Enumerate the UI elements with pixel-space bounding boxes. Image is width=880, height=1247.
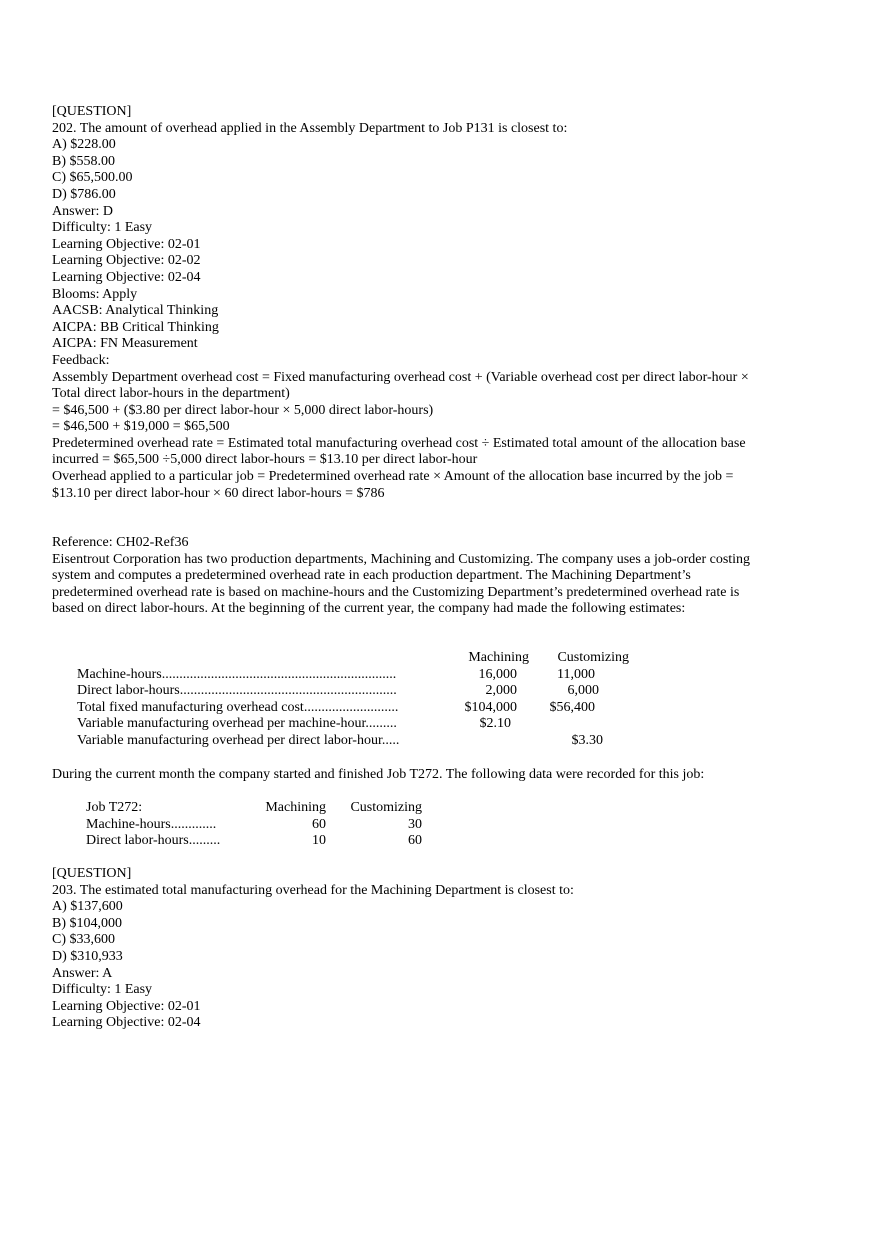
table-row	[77, 716, 629, 733]
option-a: A) $228.00	[52, 137, 116, 153]
table-cell	[529, 716, 629, 733]
table-cell: 6,000	[567, 683, 599, 699]
table-header-cell	[77, 650, 437, 667]
job-table	[86, 800, 422, 850]
estimates-table	[77, 650, 629, 750]
learning-objective: Learning Objective: 02-01	[52, 998, 201, 1014]
table-cell: Direct labor-hours.........	[86, 833, 221, 849]
option-a: A) $137,600	[52, 899, 123, 915]
learning-objective: Learning Objective: 02-04	[52, 1015, 201, 1031]
table-cell: 16,000	[478, 666, 517, 682]
job-intro: During the current month the company started and finished Job T272. The following data were recorded for this job:	[52, 767, 705, 782]
question-202	[52, 104, 762, 502]
question-text: 203. The estimated total manufacturing overhead for the Machining Department is closest to:	[52, 882, 574, 898]
question-203	[52, 866, 762, 1032]
option-c: C) $33,600	[52, 932, 115, 948]
job-intro-block	[52, 767, 762, 784]
table-header-cell: Machining	[265, 800, 326, 815]
table-cell: 60	[312, 816, 326, 832]
table-cell	[437, 733, 529, 750]
table-cell: 30	[408, 816, 422, 832]
table-cell: Machine-hours.............	[86, 816, 217, 832]
table-cell: $3.30	[571, 732, 603, 748]
table-header-cell: Job T272:	[86, 800, 143, 815]
table-row	[77, 667, 629, 684]
table-cell: 11,000	[557, 666, 595, 682]
answer: Answer: D	[52, 203, 114, 219]
aicpa: AICPA: FN Measurement	[52, 336, 198, 352]
table-cell: Direct labor-hours..............................................................	[77, 683, 397, 699]
table-row	[77, 683, 629, 700]
feedback-line: Assembly Department overhead cost = Fixed manufacturing overhead cost + (Variable overhead cost per direct labor-hour × Total direct labor-hours in the department)	[52, 369, 749, 402]
feedback-line: = $46,500 + ($3.80 per direct labor-hour × 5,000 direct labor-hours)	[52, 402, 434, 418]
table-cell: $2.10	[479, 716, 511, 732]
difficulty: Difficulty: 1 Easy	[52, 982, 153, 998]
question-text: 202. The amount of overhead applied in the Assembly Department to Job P131 is closest to:	[52, 120, 568, 136]
table-row	[86, 817, 422, 834]
table-cell: $56,400	[549, 699, 595, 715]
reference-intro: Eisentrout Corporation has two production departments, Machining and Customizing. The company uses a job-order costing system and computes a predetermined overhead rate in each production department. The Machining Department’s predetermined overhead rate is based on machine-hours and the Customizing Department’s predetermined overhead rate is based on direct labor-hours. At the beginning of the current year, the company had made the following estimates:	[52, 551, 751, 617]
table-header-cell: Machining	[468, 650, 529, 665]
feedback-line: Predetermined overhead rate = Estimated total manufacturing overhead cost ÷ Estimated total amount of the allocation base incurred = $65,500 ÷5,000 direct labor-hours = $13.10 per direct labor-hour	[52, 435, 746, 468]
question-tag: [QUESTION]	[52, 104, 132, 119]
aicpa: AICPA: BB Critical Thinking	[52, 319, 219, 335]
table-cell: Total fixed manufacturing overhead cost...........................	[77, 699, 399, 715]
option-d: D) $310,933	[52, 948, 123, 964]
learning-objective: Learning Objective: 02-02	[52, 253, 201, 269]
aacsb: AACSB: Analytical Thinking	[52, 303, 219, 319]
feedback-line: = $46,500 + $19,000 = $65,500	[52, 419, 230, 435]
answer: Answer: A	[52, 965, 113, 981]
table-cell: 10	[312, 833, 326, 849]
table-cell: 60	[408, 833, 422, 849]
learning-objective: Learning Objective: 02-01	[52, 236, 201, 252]
reference-label: Reference: CH02-Ref36	[52, 535, 189, 550]
option-c: C) $65,500.00	[52, 170, 133, 186]
table-cell: $104,000	[464, 699, 517, 715]
table-header-row	[86, 800, 422, 817]
table-row	[77, 700, 629, 717]
blooms: Blooms: Apply	[52, 286, 138, 302]
feedback-line: Overhead applied to a particular job = Predetermined overhead rate × Amount of the allocation base incurred by the job = $13.10 per direct labor-hour × 60 direct labor-hours = $786	[52, 469, 734, 501]
option-b: B) $104,000	[52, 915, 122, 931]
question-tag: [QUESTION]	[52, 866, 132, 881]
feedback-label: Feedback:	[52, 352, 110, 368]
table-cell: Machine-hours...................................................................	[77, 666, 397, 682]
reference-section	[52, 535, 752, 618]
learning-objective: Learning Objective: 02-04	[52, 269, 201, 285]
table-row	[77, 733, 629, 750]
difficulty: Difficulty: 1 Easy	[52, 220, 153, 236]
table-cell: Variable manufacturing overhead per direct labor-hour.....	[77, 732, 400, 748]
table-header-cell: Customizing	[557, 650, 629, 665]
table-header-cell: Customizing	[350, 800, 422, 815]
table-header-row	[77, 650, 629, 667]
table-cell: Variable manufacturing overhead per machine-hour.........	[77, 716, 397, 732]
option-b: B) $558.00	[52, 153, 115, 169]
table-cell: 2,000	[485, 683, 517, 699]
table-row	[86, 833, 422, 850]
option-d: D) $786.00	[52, 186, 116, 202]
